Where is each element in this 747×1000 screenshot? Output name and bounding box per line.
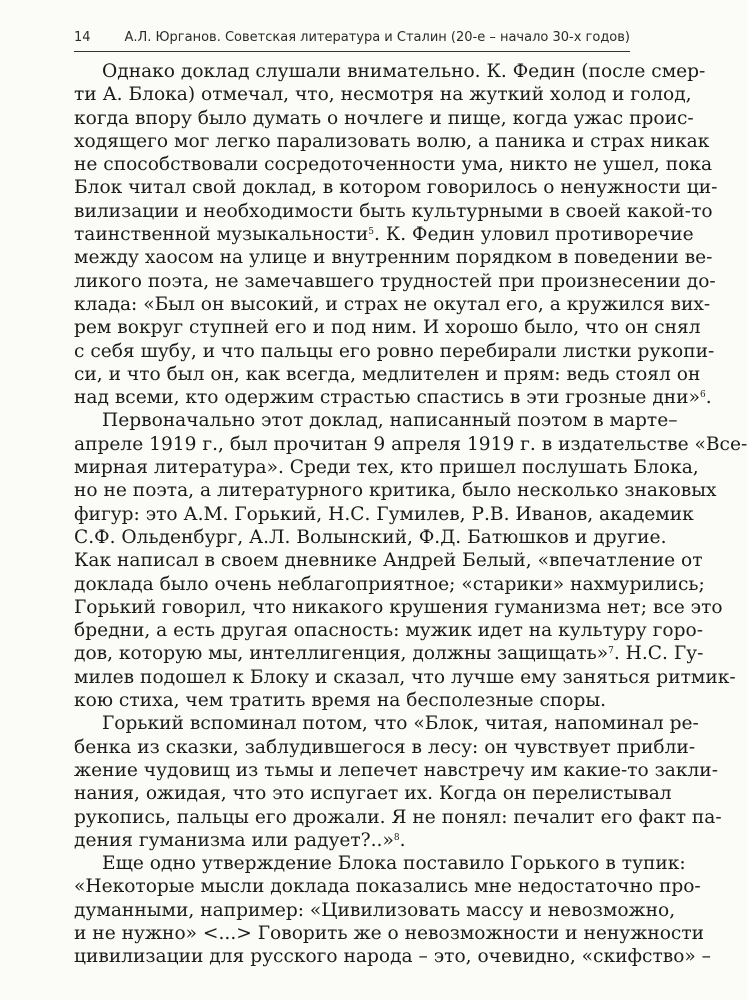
- line-text: Блок читал свой доклад, в котором говорилось о ненужности ци-: [74, 177, 718, 199]
- line-text: над всеми, кто одержим страстью спастись в эти грозные дни»: [74, 387, 700, 409]
- text-line: [74, 479, 717, 502]
- text-line: [74, 200, 713, 223]
- text-line: [74, 153, 713, 176]
- text-line: [74, 736, 696, 759]
- text-line: [74, 433, 747, 456]
- line-text: рукопись, пальцы его дрожали. Я не понял: печалит его факт па-: [74, 806, 722, 828]
- line-text: кою стиха, чем тратить время на бесполезные споры.: [74, 690, 607, 712]
- text-line: [74, 712, 699, 735]
- line-text: «Некоторые мысли доклада показались мне недостаточно про-: [74, 876, 701, 898]
- header-rule: [74, 51, 630, 52]
- text-line: [74, 875, 701, 898]
- text-line: [74, 316, 701, 339]
- line-text-tail: .: [705, 387, 712, 409]
- footnote-ref: 6: [699, 390, 706, 401]
- line-text: си, и что был он, как всегда, медлителен и прям: ведь стоял он: [74, 363, 701, 385]
- text-line: [74, 293, 711, 316]
- line-text: дения гуманизма или радует?..»: [74, 829, 394, 851]
- text-line: [74, 759, 718, 782]
- text-line: [74, 270, 716, 293]
- text-line: [74, 107, 694, 130]
- footnote-ref: 8: [393, 832, 400, 843]
- line-text: Первоначально этот доклад, написанный поэтом в марте–: [102, 410, 678, 432]
- running-header: [74, 24, 630, 52]
- text-line: [74, 573, 705, 596]
- running-title: А.Л. Юрганов. Советская литература и Сталин (20-е – начало 30-х годов): [124, 30, 630, 45]
- text-line: [74, 899, 676, 922]
- line-text: когда впору было думать о ночлеге и пище, когда ужас проис-: [74, 107, 694, 129]
- line-text: Еще одно утверждение Блока поставило Горького в тупик:: [102, 853, 686, 875]
- line-text: рем вокруг ступней его и под ним. И хорошо было, что он снял: [74, 317, 701, 339]
- line-text: думанными, например: «Цивилизовать массу и невозможно,: [74, 899, 676, 921]
- line-text: милев подошел к Блоку и сказал, что лучше ему заняться ритмик-: [74, 666, 736, 688]
- text-line: [74, 922, 704, 945]
- line-text: нания, ожидая, что это испугает их. Когда он перелистывал: [74, 783, 672, 805]
- text-line: [74, 83, 692, 106]
- line-text: мирная литература». Среди тех, кто пришел послушать Блока,: [74, 457, 699, 479]
- line-text: бредни, а есть другая опасность: мужик идет на культуру горо-: [74, 620, 703, 642]
- text-line: [74, 503, 694, 526]
- text-line: [74, 60, 706, 83]
- text-line: [74, 782, 672, 805]
- line-text: дов, которую мы, интеллигенция, должны защищать»: [74, 643, 609, 665]
- line-text: с себя шубу, и что пальцы его ровно перебирали листки рукопи-: [74, 340, 715, 362]
- line-text: но не поэта, а литературного критика, было несколько знаковых: [74, 480, 717, 502]
- paragraph: [74, 712, 722, 852]
- text-line: [74, 363, 701, 386]
- line-text: С.Ф. Ольденбург, А.Л. Волынский, Ф.Д. Батюшков и другие.: [74, 526, 667, 548]
- text-line: [74, 386, 712, 409]
- text-line: [74, 340, 715, 363]
- text-line: [74, 689, 630, 712]
- line-text: вилизации и необходимости быть культурными в своей какой-то: [74, 200, 713, 222]
- line-text: доклада было очень неблагоприятное; «старики» нахмурились;: [74, 573, 705, 595]
- paragraph: [74, 852, 711, 968]
- line-text-tail: . Н.С. Гу-: [613, 643, 704, 665]
- text-line: [74, 456, 699, 479]
- line-text: не способствовали сосредоточенности ума, никто не ушел, пока: [74, 154, 713, 176]
- text-line: [74, 619, 703, 642]
- line-text: жение чудовищ из тьмы и лепечет навстречу им какие-то закли-: [74, 759, 718, 781]
- text-line: [74, 945, 711, 968]
- footnote-ref: 7: [608, 646, 614, 657]
- line-text-tail: . К. Федин уловил противоречие: [374, 224, 694, 246]
- line-text: Горький говорил, что никакого крушения гуманизма нет; все это: [74, 596, 723, 618]
- line-text: Горький вспоминал потом, что «Блок, читая, напоминал ре-: [102, 713, 699, 735]
- line-text: апреле 1919 г., был прочитан 9 апреля 1919 г. в издательстве «Все-: [74, 433, 747, 455]
- line-text: бенка из сказки, заблудившегося в лесу: он чувствует прибли-: [74, 736, 696, 758]
- text-line: [74, 642, 704, 665]
- line-text: Однако доклад слушали внимательно. К. Федин (после смер-: [102, 61, 706, 82]
- text-line: [74, 223, 694, 246]
- line-text: и не нужно» <...> Говорить же о невозможности и ненужности: [74, 922, 704, 944]
- text-line: [74, 806, 722, 829]
- paragraph: [74, 60, 718, 409]
- line-text: таинственной музыкальности: [74, 224, 369, 246]
- line-text: клада: «Был он высокий, и страх не окутал его, а кружился вих-: [74, 293, 711, 315]
- line-text: ликого поэта, не замечавшего трудностей при произнесении до-: [74, 270, 716, 292]
- text-line: [74, 829, 630, 852]
- line-text: между хаосом на улице и внутренним порядком в поведении ве-: [74, 247, 713, 269]
- text-line: [74, 409, 678, 432]
- footnote-ref: 5: [368, 227, 375, 238]
- text-line: [74, 852, 686, 875]
- line-text-tail: .: [399, 829, 406, 851]
- line-text: ти А. Блока) отмечал, что, несмотря на жуткий холод и голод,: [74, 84, 692, 106]
- page-number: 14: [74, 30, 91, 45]
- line-text: фигур: это А.М. Горький, Н.С. Гумилев, Р.В. Иванов, академик: [74, 503, 694, 525]
- line-text: цивилизации для русского народа – это, очевидно, «скифство» –: [74, 946, 711, 968]
- body-text: [74, 60, 747, 969]
- text-line: [74, 130, 710, 153]
- line-text: Как написал в своем дневнике Андрей Белый, «впечатление от: [74, 550, 703, 572]
- text-line: [74, 549, 703, 572]
- text-line: [74, 246, 713, 269]
- text-line: [74, 176, 718, 199]
- text-line: [74, 596, 723, 619]
- line-text: ходящего мог легко парализовать волю, а паника и страх никак: [74, 130, 710, 152]
- paragraph: [74, 409, 747, 712]
- text-line: [74, 526, 667, 549]
- text-line: [74, 666, 736, 689]
